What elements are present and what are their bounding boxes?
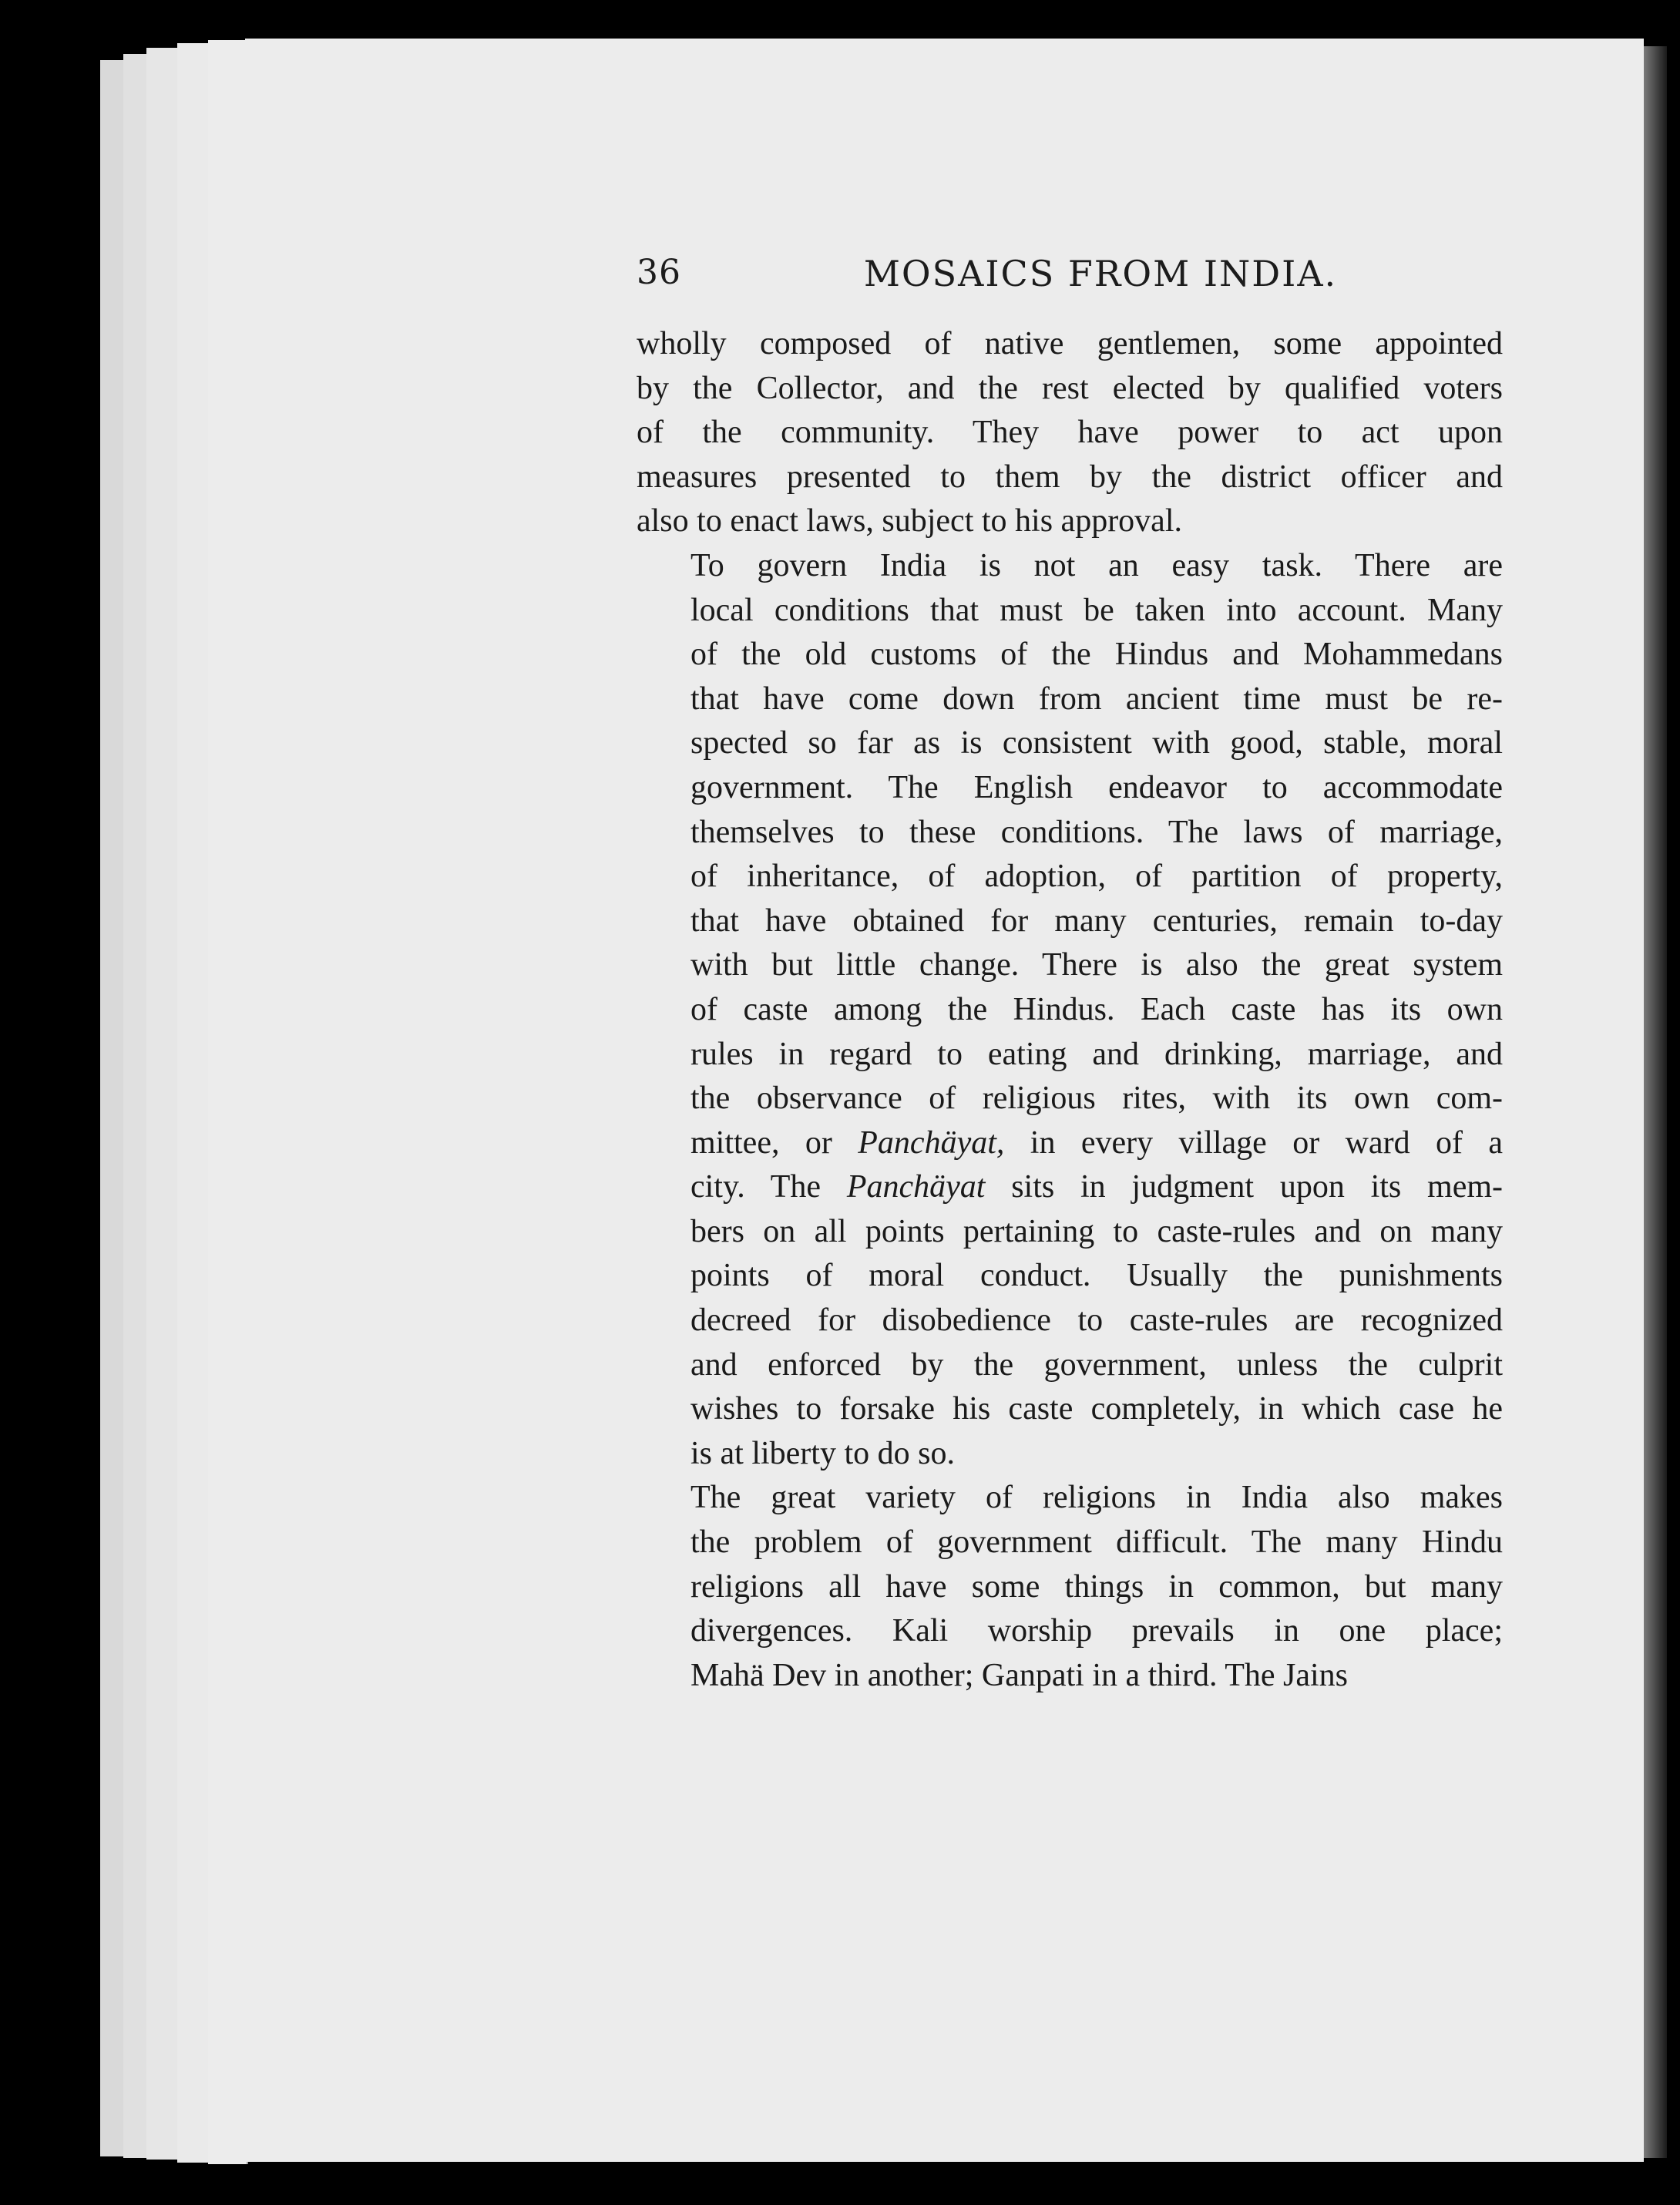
page-edge bbox=[123, 54, 148, 2158]
text-line: To govern India is not an easy task. There are bbox=[690, 547, 1503, 583]
text-line: government. The English endeavor to accommodate bbox=[690, 769, 1503, 805]
text-line: divergences. Kali worship prevails in one place; bbox=[690, 1613, 1503, 1649]
page-edge bbox=[177, 43, 210, 2163]
paragraph bbox=[637, 322, 1503, 544]
text-line: city. The Panchäyat sits in judgment upon its mem- bbox=[690, 1169, 1504, 1205]
text-line: with but little change. There is also the great system bbox=[690, 947, 1503, 983]
text-line: themselves to these conditions. The laws of marriage, bbox=[690, 814, 1503, 850]
text-line: of inheritance, of adoption, of partition of property, bbox=[690, 859, 1503, 895]
text-line: of the old customs of the Hindus and Mohammedans bbox=[690, 637, 1503, 673]
page-edge bbox=[146, 48, 179, 2160]
text-line: bers on all points pertaining to caste-rules and on many bbox=[690, 1213, 1503, 1249]
text-line: rules in regard to eating and drinking, marriage, and bbox=[690, 1036, 1503, 1072]
page-edge bbox=[208, 40, 248, 2164]
paragraph bbox=[637, 1476, 1503, 1698]
text-line: also to enact laws, subject to his approval. bbox=[637, 503, 1182, 539]
text-line: spected so far as is consistent with good, stable, moral bbox=[690, 725, 1503, 761]
text-line: wishes to forsake his caste completely, in which case he bbox=[690, 1391, 1503, 1427]
text-line: wholly composed of native gentlemen, some appointed bbox=[637, 326, 1503, 361]
page-header bbox=[637, 245, 1503, 307]
text-line: is at liberty to do so. bbox=[690, 1435, 955, 1471]
text-line: local conditions that must be taken into account. Many bbox=[690, 592, 1503, 628]
text-line: that have obtained for many centuries, remain to-day bbox=[690, 903, 1503, 939]
text-line: measures presented to them by the district officer and bbox=[637, 459, 1503, 495]
binding-shadow bbox=[1644, 46, 1667, 2158]
page-number: 36 bbox=[637, 253, 681, 292]
paragraph bbox=[637, 544, 1503, 1476]
text-line: mittee, or Panchäyat, in every village or ward of a bbox=[690, 1124, 1503, 1161]
text-line: points of moral conduct. Usually the punishments bbox=[690, 1258, 1503, 1294]
text-line: religions all have some things in common, but many bbox=[690, 1568, 1503, 1605]
text-line: The great variety of religions in India also makes bbox=[690, 1480, 1503, 1516]
running-head: MOSAICS FROM INDIA. bbox=[863, 253, 1338, 294]
body-text bbox=[637, 322, 1503, 1698]
text-line: the observance of religious rites, with its own com- bbox=[690, 1081, 1503, 1117]
text-line: of the community. They have power to act upon bbox=[637, 415, 1503, 451]
text-line: that have come down from ancient time must be re- bbox=[690, 681, 1503, 717]
text-line: by the Collector, and the rest elected by qualified voters bbox=[637, 370, 1503, 406]
page-edge bbox=[100, 60, 125, 2156]
text-line: Mahä Dev in another; Ganpati in a third. The Jains bbox=[690, 1657, 1349, 1693]
text-line: decreed for disobedience to caste-rules are recognized bbox=[690, 1302, 1503, 1339]
text-line: and enforced by the government, unless the culprit bbox=[690, 1346, 1503, 1383]
text-line: the problem of government difficult. The many Hindu bbox=[690, 1524, 1503, 1561]
text-line: of caste among the Hindus. Each caste has its own bbox=[690, 991, 1503, 1027]
